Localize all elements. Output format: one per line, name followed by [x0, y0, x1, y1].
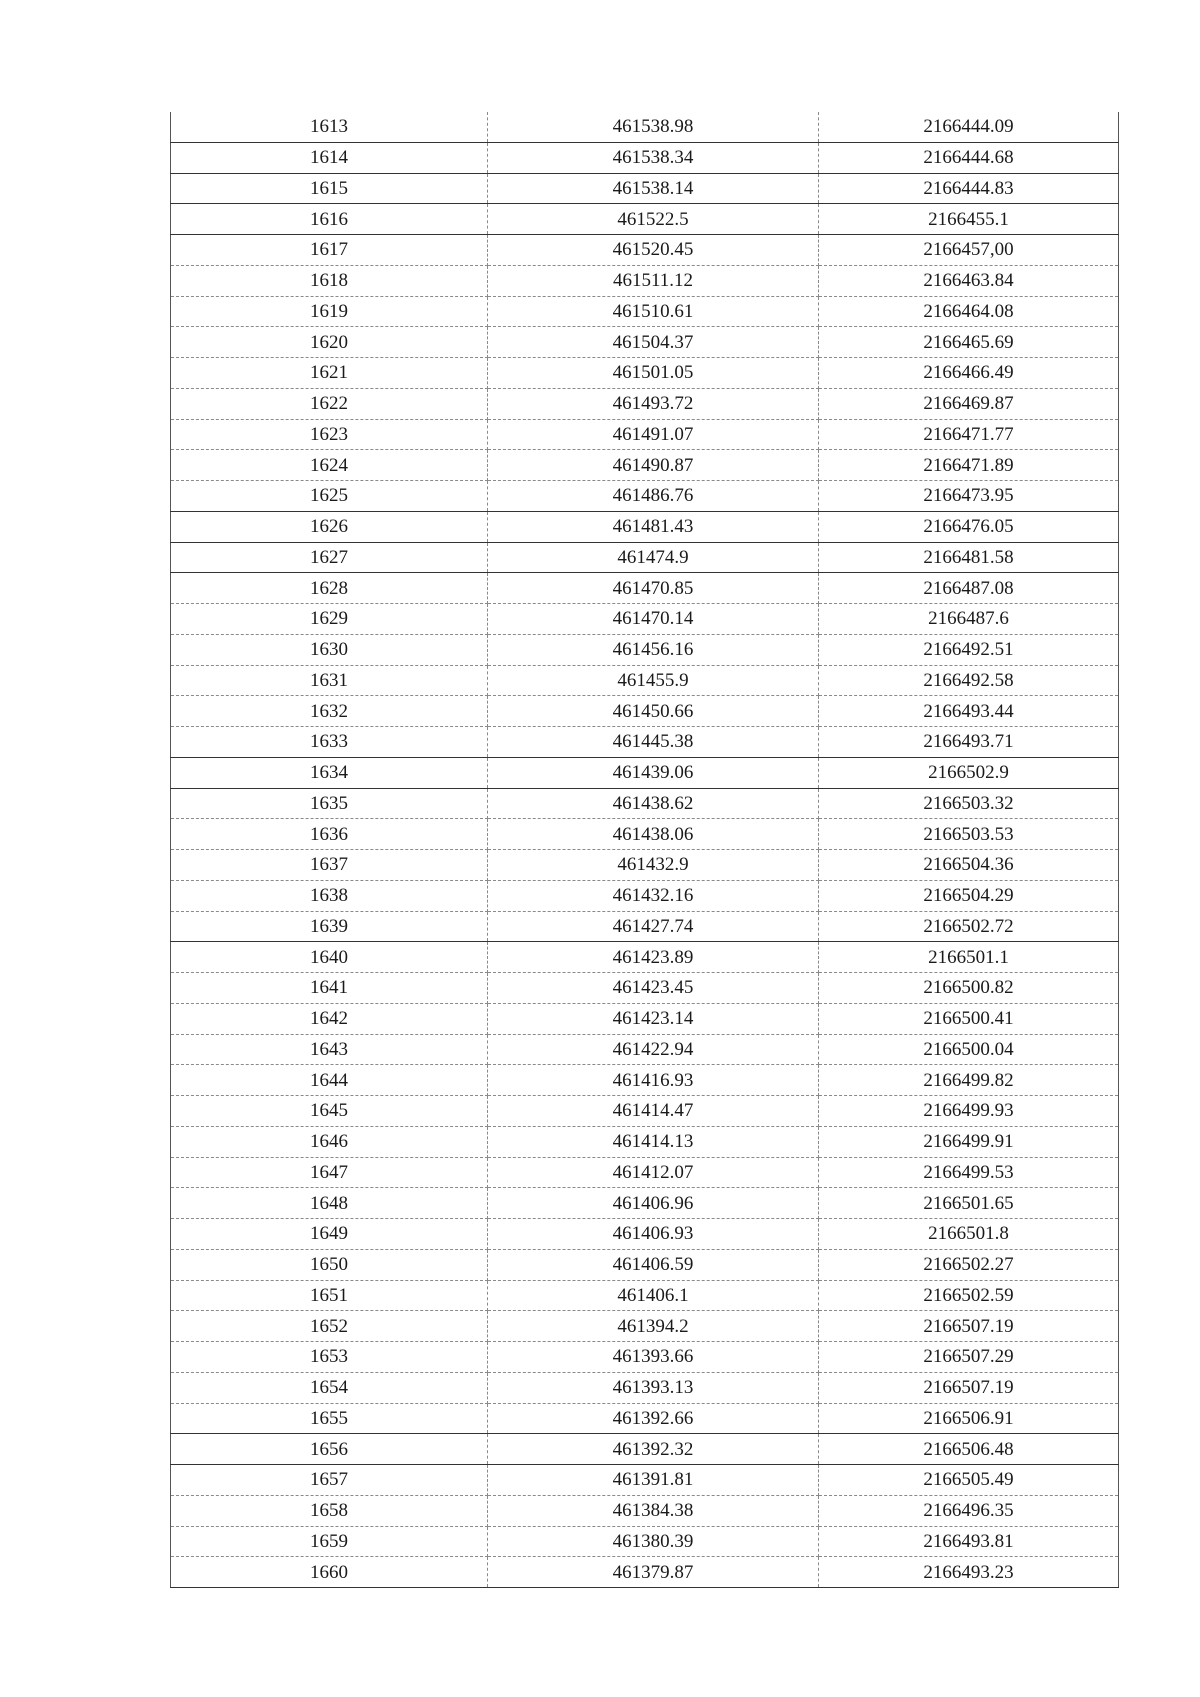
table-row: [171, 665, 1119, 696]
y-coordinate-cell: 2166444.83: [819, 173, 1119, 204]
point-number-cell: 1630: [171, 634, 488, 665]
table-row: [171, 419, 1119, 450]
point-number-cell: 1632: [171, 696, 488, 727]
x-coordinate-cell: 461423.89: [488, 942, 819, 973]
x-coordinate-cell: 461406.93: [488, 1219, 819, 1250]
y-coordinate-cell: 2166499.91: [819, 1126, 1119, 1157]
table-row: [171, 265, 1119, 296]
point-number-cell: 1631: [171, 665, 488, 696]
y-coordinate-cell: 2166501.8: [819, 1219, 1119, 1250]
x-coordinate-cell: 461406.96: [488, 1188, 819, 1219]
point-number-cell: 1652: [171, 1311, 488, 1342]
x-coordinate-cell: 461432.9: [488, 850, 819, 881]
x-coordinate-cell: 461438.62: [488, 788, 819, 819]
point-number-cell: 1646: [171, 1126, 488, 1157]
x-coordinate-cell: 461423.14: [488, 1003, 819, 1034]
table-row: [171, 573, 1119, 604]
x-coordinate-cell: 461538.14: [488, 173, 819, 204]
y-coordinate-cell: 2166493.23: [819, 1557, 1119, 1588]
x-coordinate-cell: 461432.16: [488, 880, 819, 911]
table-row: [171, 1126, 1119, 1157]
table-row: [171, 942, 1119, 973]
coordinate-table: [170, 112, 1119, 1588]
y-coordinate-cell: 2166444.68: [819, 142, 1119, 173]
x-coordinate-cell: 461392.66: [488, 1403, 819, 1434]
table-row: [171, 973, 1119, 1004]
y-coordinate-cell: 2166507.19: [819, 1311, 1119, 1342]
y-coordinate-cell: 2166506.48: [819, 1434, 1119, 1465]
y-coordinate-cell: 2166455.1: [819, 204, 1119, 235]
table-row: [171, 1526, 1119, 1557]
point-number-cell: 1658: [171, 1495, 488, 1526]
x-coordinate-cell: 461538.34: [488, 142, 819, 173]
y-coordinate-cell: 2166501.65: [819, 1188, 1119, 1219]
point-number-cell: 1643: [171, 1034, 488, 1065]
y-coordinate-cell: 2166492.58: [819, 665, 1119, 696]
point-number-cell: 1626: [171, 511, 488, 542]
x-coordinate-cell: 461520.45: [488, 235, 819, 266]
coordinate-table-body: [171, 112, 1119, 1588]
x-coordinate-cell: 461481.43: [488, 511, 819, 542]
point-number-cell: 1641: [171, 973, 488, 1004]
point-number-cell: 1637: [171, 850, 488, 881]
table-row: [171, 1465, 1119, 1496]
y-coordinate-cell: 2166500.04: [819, 1034, 1119, 1065]
x-coordinate-cell: 461450.66: [488, 696, 819, 727]
table-row: [171, 634, 1119, 665]
table-row: [171, 788, 1119, 819]
x-coordinate-cell: 461470.85: [488, 573, 819, 604]
table-row: [171, 1096, 1119, 1127]
table-row: [171, 880, 1119, 911]
y-coordinate-cell: 2166507.19: [819, 1372, 1119, 1403]
x-coordinate-cell: 461522.5: [488, 204, 819, 235]
y-coordinate-cell: 2166493.81: [819, 1526, 1119, 1557]
point-number-cell: 1616: [171, 204, 488, 235]
x-coordinate-cell: 461380.39: [488, 1526, 819, 1557]
table-row: [171, 450, 1119, 481]
y-coordinate-cell: 2166500.82: [819, 973, 1119, 1004]
x-coordinate-cell: 461490.87: [488, 450, 819, 481]
x-coordinate-cell: 461486.76: [488, 481, 819, 512]
point-number-cell: 1622: [171, 388, 488, 419]
y-coordinate-cell: 2166464.08: [819, 296, 1119, 327]
table-row: [171, 696, 1119, 727]
point-number-cell: 1613: [171, 112, 488, 142]
table-row: [171, 1372, 1119, 1403]
x-coordinate-cell: 461384.38: [488, 1495, 819, 1526]
y-coordinate-cell: 2166502.9: [819, 757, 1119, 788]
point-number-cell: 1640: [171, 942, 488, 973]
table-row: [171, 1249, 1119, 1280]
x-coordinate-cell: 461379.87: [488, 1557, 819, 1588]
y-coordinate-cell: 2166487.6: [819, 604, 1119, 635]
y-coordinate-cell: 2166501.1: [819, 942, 1119, 973]
x-coordinate-cell: 461511.12: [488, 265, 819, 296]
point-number-cell: 1615: [171, 173, 488, 204]
y-coordinate-cell: 2166502.27: [819, 1249, 1119, 1280]
point-number-cell: 1653: [171, 1342, 488, 1373]
table-row: [171, 511, 1119, 542]
point-number-cell: 1639: [171, 911, 488, 942]
table-row: [171, 1065, 1119, 1096]
y-coordinate-cell: 2166499.82: [819, 1065, 1119, 1096]
point-number-cell: 1635: [171, 788, 488, 819]
y-coordinate-cell: 2166502.72: [819, 911, 1119, 942]
point-number-cell: 1617: [171, 235, 488, 266]
table-row: [171, 327, 1119, 358]
point-number-cell: 1659: [171, 1526, 488, 1557]
point-number-cell: 1636: [171, 819, 488, 850]
x-coordinate-cell: 461391.81: [488, 1465, 819, 1496]
y-coordinate-cell: 2166503.53: [819, 819, 1119, 850]
table-row: [171, 1557, 1119, 1588]
x-coordinate-cell: 461393.13: [488, 1372, 819, 1403]
point-number-cell: 1618: [171, 265, 488, 296]
table-row: [171, 1495, 1119, 1526]
x-coordinate-cell: 461393.66: [488, 1342, 819, 1373]
point-number-cell: 1634: [171, 757, 488, 788]
x-coordinate-cell: 461470.14: [488, 604, 819, 635]
point-number-cell: 1660: [171, 1557, 488, 1588]
x-coordinate-cell: 461412.07: [488, 1157, 819, 1188]
point-number-cell: 1619: [171, 296, 488, 327]
x-coordinate-cell: 461439.06: [488, 757, 819, 788]
x-coordinate-cell: 461414.47: [488, 1096, 819, 1127]
table-row: [171, 911, 1119, 942]
table-row: [171, 819, 1119, 850]
x-coordinate-cell: 461416.93: [488, 1065, 819, 1096]
y-coordinate-cell: 2166476.05: [819, 511, 1119, 542]
table-row: [171, 1034, 1119, 1065]
table-row: [171, 1003, 1119, 1034]
table-row: [171, 1219, 1119, 1250]
x-coordinate-cell: 461414.13: [488, 1126, 819, 1157]
y-coordinate-cell: 2166507.29: [819, 1342, 1119, 1373]
point-number-cell: 1649: [171, 1219, 488, 1250]
point-number-cell: 1656: [171, 1434, 488, 1465]
x-coordinate-cell: 461456.16: [488, 634, 819, 665]
x-coordinate-cell: 461491.07: [488, 419, 819, 450]
point-number-cell: 1651: [171, 1280, 488, 1311]
x-coordinate-cell: 461438.06: [488, 819, 819, 850]
y-coordinate-cell: 2166505.49: [819, 1465, 1119, 1496]
table-row: [171, 235, 1119, 266]
table-row: [171, 542, 1119, 573]
table-row: [171, 142, 1119, 173]
point-number-cell: 1627: [171, 542, 488, 573]
table-row: [171, 1157, 1119, 1188]
x-coordinate-cell: 461493.72: [488, 388, 819, 419]
x-coordinate-cell: 461394.2: [488, 1311, 819, 1342]
point-number-cell: 1625: [171, 481, 488, 512]
y-coordinate-cell: 2166493.71: [819, 727, 1119, 758]
point-number-cell: 1620: [171, 327, 488, 358]
y-coordinate-cell: 2166503.32: [819, 788, 1119, 819]
x-coordinate-cell: 461392.32: [488, 1434, 819, 1465]
y-coordinate-cell: 2166471.89: [819, 450, 1119, 481]
y-coordinate-cell: 2166457,00: [819, 235, 1119, 266]
x-coordinate-cell: 461423.45: [488, 973, 819, 1004]
point-number-cell: 1621: [171, 358, 488, 389]
point-number-cell: 1628: [171, 573, 488, 604]
table-row: [171, 1188, 1119, 1219]
point-number-cell: 1657: [171, 1465, 488, 1496]
y-coordinate-cell: 2166502.59: [819, 1280, 1119, 1311]
table-row: [171, 296, 1119, 327]
table-row: [171, 1342, 1119, 1373]
x-coordinate-cell: 461455.9: [488, 665, 819, 696]
x-coordinate-cell: 461538.98: [488, 112, 819, 142]
table-row: [171, 604, 1119, 635]
y-coordinate-cell: 2166500.41: [819, 1003, 1119, 1034]
table-row: [171, 112, 1119, 142]
table-row: [171, 204, 1119, 235]
y-coordinate-cell: 2166473.95: [819, 481, 1119, 512]
y-coordinate-cell: 2166493.44: [819, 696, 1119, 727]
x-coordinate-cell: 461504.37: [488, 327, 819, 358]
x-coordinate-cell: 461406.1: [488, 1280, 819, 1311]
point-number-cell: 1642: [171, 1003, 488, 1034]
table-row: [171, 727, 1119, 758]
point-number-cell: 1650: [171, 1249, 488, 1280]
table-row: [171, 757, 1119, 788]
y-coordinate-cell: 2166444.09: [819, 112, 1119, 142]
table-row: [171, 850, 1119, 881]
x-coordinate-cell: 461510.61: [488, 296, 819, 327]
point-number-cell: 1645: [171, 1096, 488, 1127]
x-coordinate-cell: 461501.05: [488, 358, 819, 389]
point-number-cell: 1638: [171, 880, 488, 911]
y-coordinate-cell: 2166499.53: [819, 1157, 1119, 1188]
table-row: [171, 481, 1119, 512]
table-row: [171, 173, 1119, 204]
x-coordinate-cell: 461474.9: [488, 542, 819, 573]
y-coordinate-cell: 2166465.69: [819, 327, 1119, 358]
point-number-cell: 1624: [171, 450, 488, 481]
table-row: [171, 1280, 1119, 1311]
point-number-cell: 1648: [171, 1188, 488, 1219]
y-coordinate-cell: 2166469.87: [819, 388, 1119, 419]
x-coordinate-cell: 461445.38: [488, 727, 819, 758]
point-number-cell: 1654: [171, 1372, 488, 1403]
y-coordinate-cell: 2166466.49: [819, 358, 1119, 389]
x-coordinate-cell: 461422.94: [488, 1034, 819, 1065]
y-coordinate-cell: 2166487.08: [819, 573, 1119, 604]
y-coordinate-cell: 2166481.58: [819, 542, 1119, 573]
y-coordinate-cell: 2166504.36: [819, 850, 1119, 881]
table-row: [171, 358, 1119, 389]
point-number-cell: 1647: [171, 1157, 488, 1188]
y-coordinate-cell: 2166506.91: [819, 1403, 1119, 1434]
y-coordinate-cell: 2166496.35: [819, 1495, 1119, 1526]
point-number-cell: 1655: [171, 1403, 488, 1434]
y-coordinate-cell: 2166463.84: [819, 265, 1119, 296]
y-coordinate-cell: 2166504.29: [819, 880, 1119, 911]
x-coordinate-cell: 461427.74: [488, 911, 819, 942]
point-number-cell: 1644: [171, 1065, 488, 1096]
point-number-cell: 1623: [171, 419, 488, 450]
table-row: [171, 1434, 1119, 1465]
table-row: [171, 388, 1119, 419]
y-coordinate-cell: 2166499.93: [819, 1096, 1119, 1127]
point-number-cell: 1614: [171, 142, 488, 173]
point-number-cell: 1633: [171, 727, 488, 758]
table-row: [171, 1311, 1119, 1342]
y-coordinate-cell: 2166471.77: [819, 419, 1119, 450]
table-row: [171, 1403, 1119, 1434]
x-coordinate-cell: 461406.59: [488, 1249, 819, 1280]
point-number-cell: 1629: [171, 604, 488, 635]
y-coordinate-cell: 2166492.51: [819, 634, 1119, 665]
